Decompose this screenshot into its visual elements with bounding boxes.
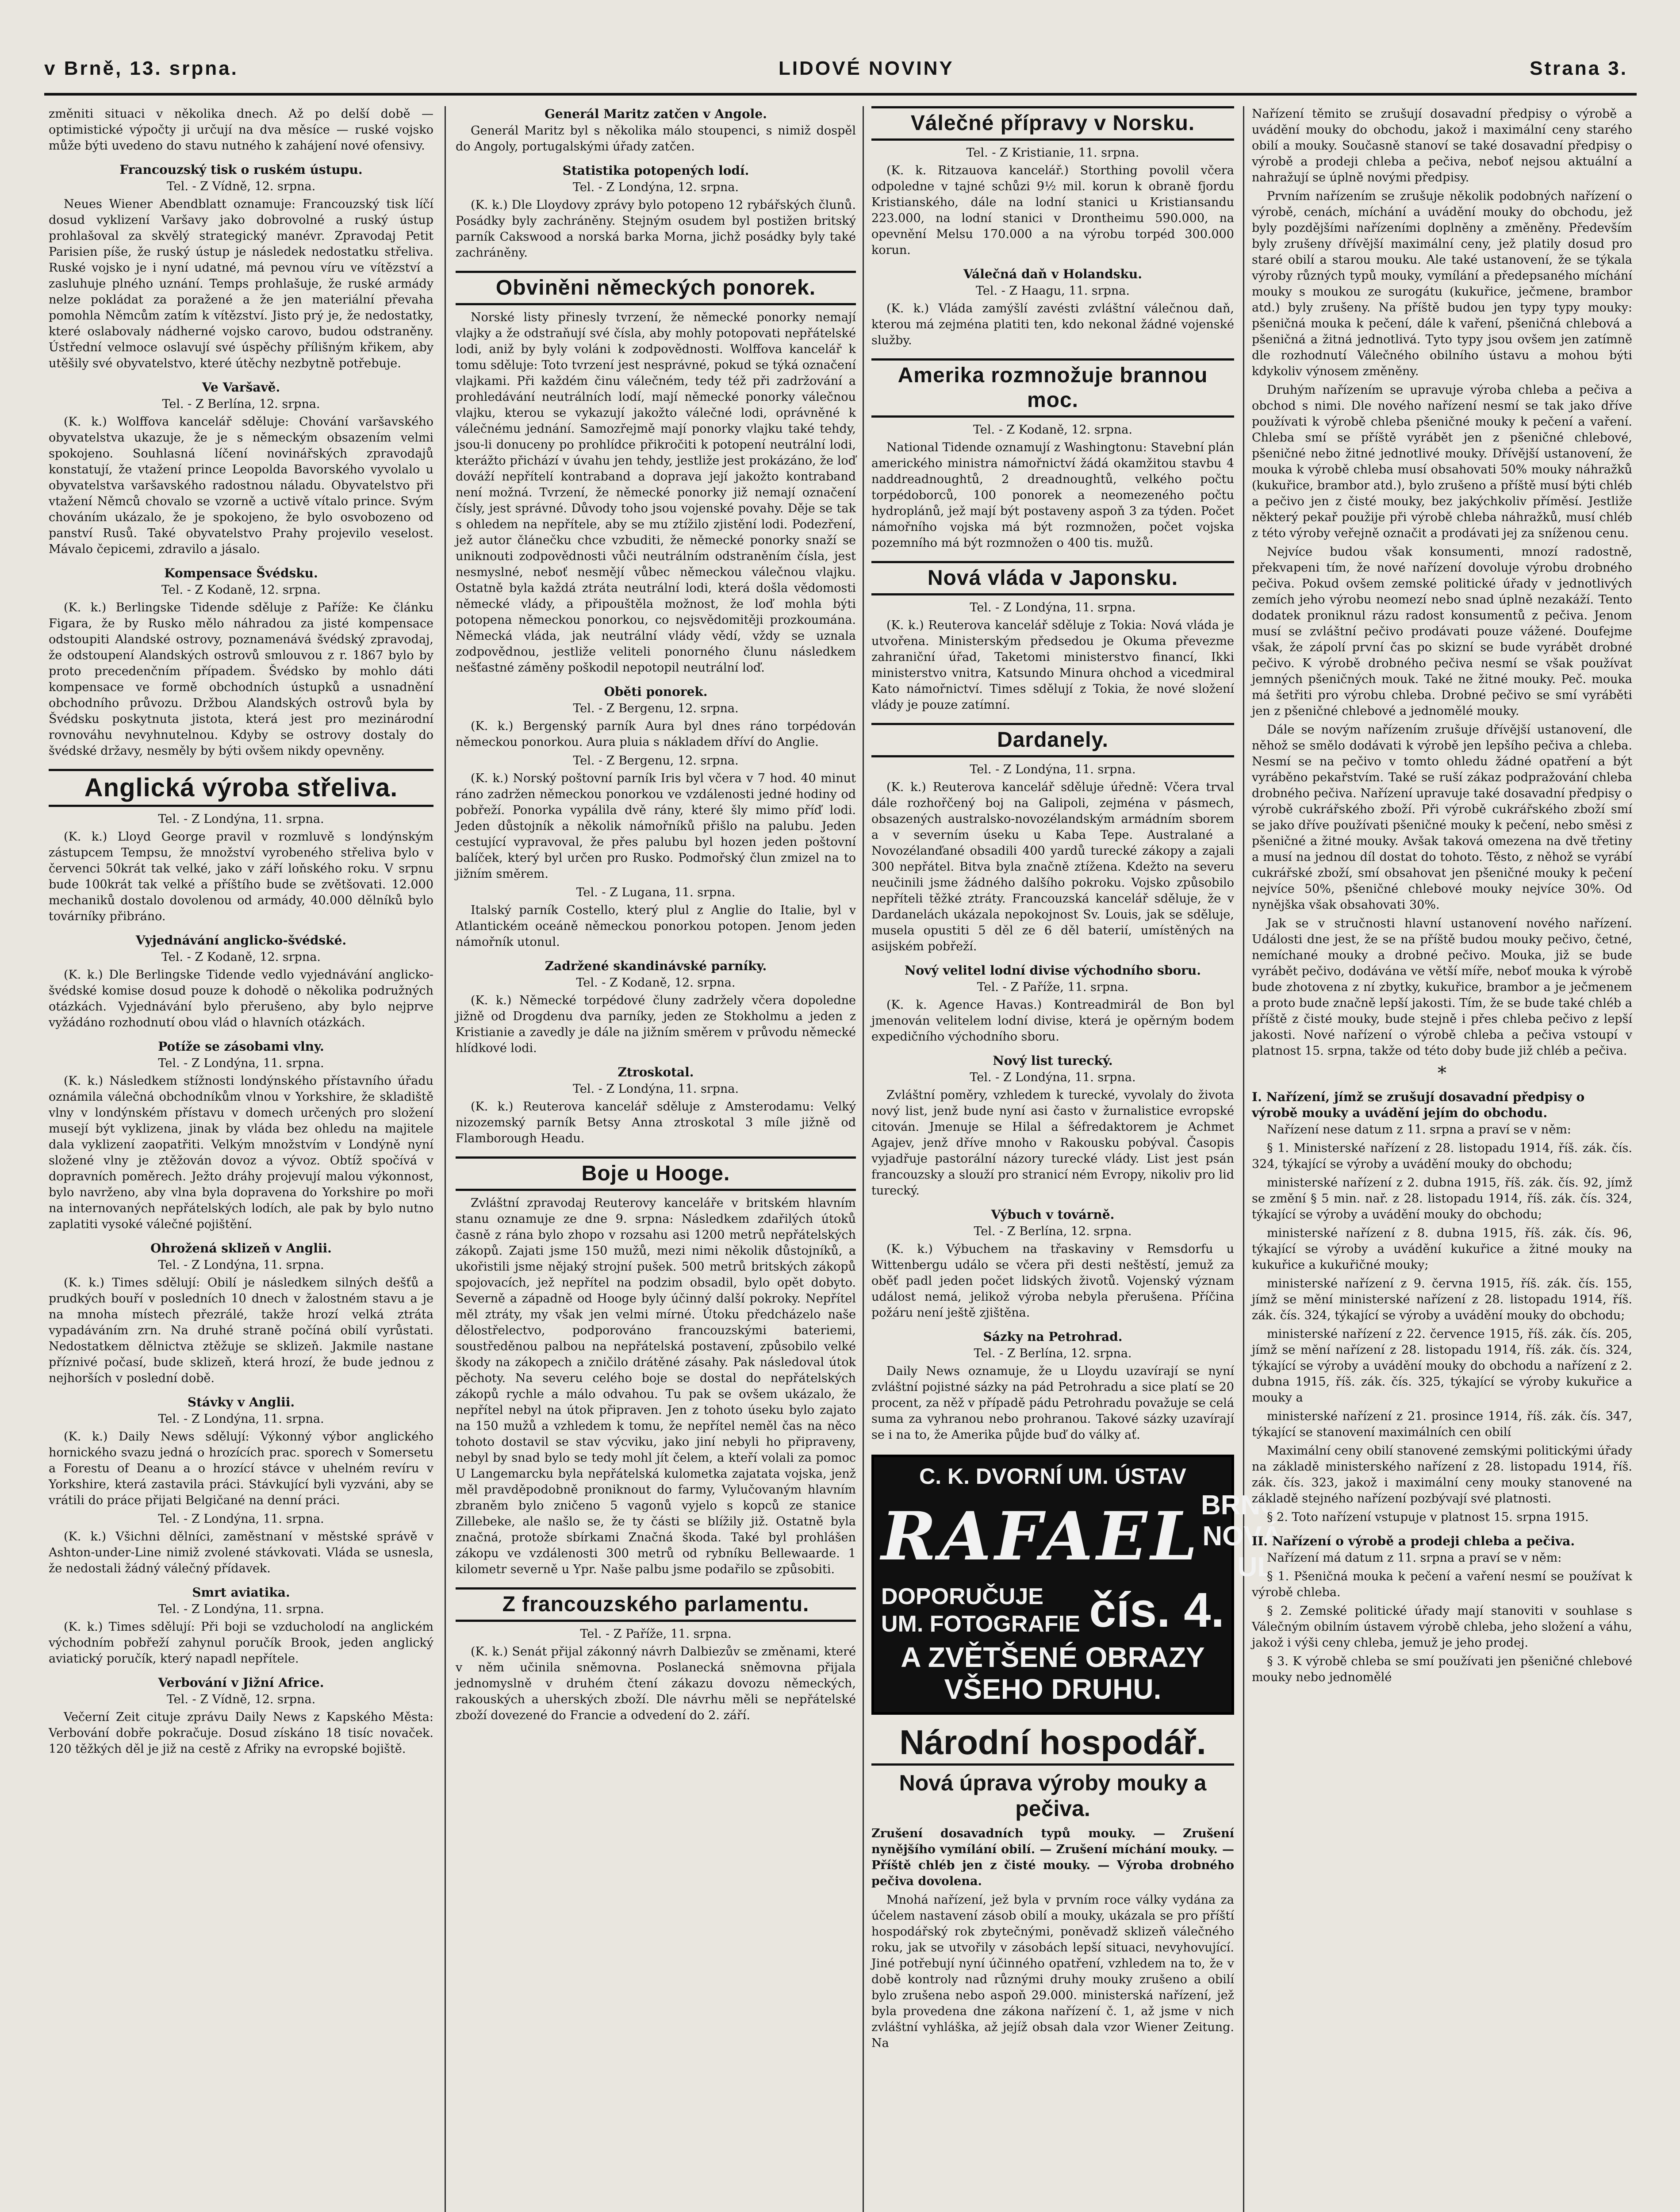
section-title: Národní hospodář.	[871, 1724, 1234, 1766]
ad-house-number: čís. 4.	[1089, 1583, 1224, 1637]
dateline: Tel. - Z Londýna, 11. srpna.	[158, 1258, 324, 1272]
ad-city: BRNO	[1201, 1490, 1282, 1521]
article-paragraph: (K. k.) Reuterova kancelář sděluje úředně: Včera trval dále rozhořčený boj na Galipoli, zejména v pásmech, obsazených australsko-novozélandským armádním sborem a v severním úseku u Kaba Tepe. Australané a Novozélanďané obsadili 400 yardů turecké zákopy a zajali 300 nepřátel. Bitva byla značně ztížena. Kdežto na severu neučinili jsme žádného dalšího pokroku. Vojsko způsobilo nepříteli těžké ztráty. Francouzská kancelář sděluje, že v Dardanelách ukázala nepokojnost Sv. Louis, jak se sděluje, musela opustiti 5 děl ze 6 děl baterií, umístěných na asijském pobřeží.	[871, 780, 1234, 953]
article-paragraph: (K. k.) Dle Berlingske Tidende vedlo vyjednávání anglicko-švédské komise dosud pouze k dohodě o několika podružných otázkách. Vyjednávání bylo přerušeno, aby bylo nejprve vyžádáno rozhodnutí obou vlád o hlavních otázkách.	[49, 968, 433, 1029]
article-paragraph: Nařízení nese datum z 11. srpna a praví se v něm:	[1267, 1123, 1571, 1137]
dateline: Tel. - Z Lugana, 11. srpna.	[576, 886, 736, 899]
column-4	[1252, 106, 1632, 2212]
summary-lead: Zrušení dosavadních typů mouky. — Zrušení nynějšího vymílání obilí. — Zrušení míchání mouky. — Příště chléb jen z čisté mouky. — Výroba drobného pečiva dovolena.	[871, 1827, 1234, 1888]
column-rule	[1243, 106, 1244, 2212]
column-2	[456, 106, 856, 2212]
running-header	[44, 58, 1637, 93]
article-heading: Výbuch v továrně.	[991, 1207, 1115, 1222]
article-heading: Nový velitel lodní divise východního sboru.	[905, 963, 1201, 978]
column-rule	[863, 106, 864, 2212]
dateline: Tel. - Z Vídně, 12. srpna.	[166, 180, 316, 193]
article-paragraph: Dále se novým nařízením zrušuje dřívější ustanovení, dle něhož se smělo dodávati k výrobě jen lepšího pečiva a chleba. Nesmí se na pečivo v tomto ohledu žádné opatření a být vyráběno pekařstvím. Také se ruší zákaz podpražování chleba drobného pečiva. Nařízení upravuje také dosavadní předpisy o výrobě cukrářského zboží. Při výrobě cukrářského zboží smí se jako dříve používati pšeničné mouky k pečení, nebo směsi z pšeničné a žitné mouky. Avšak taková omezena na dvě třetiny a musí na jednou díl dostat do tohoto. Těsto, z něhož se vyrábí cukrářské zboží, smí obsahovat jen pšeničné mouky k pečení nejvíce 50%, pšeničné chlebové mouky nejvíce 30%. Od nynějška však obsahovati 30%.	[1252, 723, 1632, 912]
article-heading: Nový list turecký.	[993, 1053, 1113, 1068]
article-paragraph: Norské listy přinesly tvrzení, že německé ponorky nemají vlajky a že odstraňují své čísla, aby mohly potopovati nepřátelské lodi, aniž by byly voláni k zodpovědnosti. Wolffova kancelář k tomu sděluje: Toto tvrzení jest nesprávné, pokud se týká označení vlajkami. Při každém činu válečném, tedy též při zadržování a prohledávání neutrálních lodí, mají německé ponorky válečnou vlajku, kterou se vykazují jakožto válečné lodi, oprávněné k válečnému jednání. Samozřejmě mají ponorky vlajku také tehdy, jsou-li donuceny po prohlídce přikročiti k potopení neutrální lodi, kterážto přichází v úvahu jen tehdy, jestliže jest prokázáno, že loď dováží nepřítelí kontraband a doprava její jakožto kontraband není možná. Tvrzení, že německé ponorky již nemají označení čísly, jest správné. Důvody toho jsou vojenské povahy. Děje se tak s ohledem na nepřítele, aby se mu ztížilo zjistění lodi. Podezření, jež autor článečku chce vzbuditi, že německé ponorky snaží se uniknouti zodpovědnosti vůči neutrálním odstraněním čísla, jest nesmyslné, neboť nesmějí vůbec německou válečnou vlajku. Ostatně byla každá ztráta neutrální lodi, která došla vědomosti německé vlády, a připouštěla možnost, že loď mohla býti potopena německou ponorkou, co nejsvědomitěji prozkoumána. Německá vláda, jak neutrální vlády vědí, vždy se uznala zodpovědnou, jestliže veliteli ponorného člunu následkem nešťastné záměny poškodil nepotopil neutrální loď.	[456, 311, 856, 675]
article-paragraph: § 2. Zemské politické úřady mají stanoviti v souhlase s Válečným obilním ústavem výrobě chleba, jeho složení a váhu, jakož i výši ceny chleba, jemuž je jeho prodej.	[1252, 1604, 1632, 1650]
article-paragraph: ministerské nařízení z 8. dubna 1915, říš. zák. čís. 96, týkající se výroby a uvádění kukuřice a žitné mouky na kukuřice a kukuřičné mouky;	[1252, 1226, 1632, 1272]
ad-photography: UM. FOTOGRAFIE	[881, 1611, 1080, 1637]
article-paragraph: (K. k.) Norský poštovní parník Iris byl včera v 7 hod. 40 minut ráno zadržen německou ponorkou ve vzdálenosti jedné hodiny od pobřeží. Ponorka vypálila dvě rány, které šly mimo příď lodi. Jeden důstojník a několik námořníků přišlo na palubu. Jeden cestující vypravoval, že přes palubu byl hozen jeden poštovní balíček, který byl určen pro Rusko. Podmořský člun zmizel na to jižním směrem.	[456, 772, 856, 881]
article-paragraph: National Tidende oznamují z Washingtonu: Stavební plán amerického ministra námořnictví žádá okamžitou stavbu 4 naddreadnoughtů, 2 dreadnoughtů, velkého počtu torpédoborců, 100 ponorek a neomezeného počtu hydroplánů, jež mají být postaveny aspoň 3 za týden. Počet námořního vojska má být rozmnožen, počet vojska pozemního má být rozmnožen o 400 tis. mužů.	[871, 441, 1234, 550]
dateline: Tel. - Z Londýna, 11. srpna.	[158, 1056, 324, 1070]
photo-studio-advertisement	[871, 1455, 1282, 1715]
article-paragraph: (K. k.) Times sdělují: Obilí je následkem silných dešťů a prudkých bouří v posledních 10 dnech v žalostném stavu a je na mnoha místech přezrálé, takže hrozí velká ztráta vypadáváním zrn. Na druhé straně počíná obilí vyrůstati. Nedostatkem dělnictva ztěžuje se sklizeň. Jakmile nastane příznivé počasí, bude sklizeň, která hrozí, že bude jednou z nejhorších v poslední době.	[49, 1276, 433, 1385]
article-paragraph: Zvláštní zpravodaj Reuterovy kanceláře v britském hlavním stanu oznamuje ze dne 9. srpna: Následkem zdařilých útoků časně z rána bylo zhopo v rozsahu asi 1200 metrů nepřátelských zákopů. Zajati jsme 150 mužů, mezi nimi několik důstojníků, a ukořistili jsme nějaký strojní pušek. 500 metrů britských zákopů spojovacích, jež nepřítel na podzim obsadil, bylo opět dobyto. Severně a západně od Hooge byly účinný další pokroky. Nepřítel měl ztráty, my však jen velmi mírné. Útoku předcházelo naše dělostřelectvo, podporováno francouzskými bateriemi, soustředěnou palbou na nepřátelská postavení, způsobilo velké škody na zákopech a zničilo drátěné zásahy. Pak následoval útok pěchoty. Na severu celého boje se dostal do nepřátelských zákopů rychle a málo odvahou. Tu pak se ovšem ukázalo, že nepřítel nebyl na útok připraven. Jen z tohoto úseku bylo zajato na 150 mužů a vzhledem k tomu, že nepřítel neměl čas na něco tohoto dostavil se stav výcviku, jako jiní nebyli ho připraveny, nebyl by snad bylo se tedy mohl jít čelem, a kteří volali za pomoc U Langemarcku byla nepřátelská kulometka zajatata vojska, jenž měl pravděpodobně proniknout do farmy, Vylučovaným hlavním zbraněm bylo zničeno 5 vagonů vyjelo s kopců ze stanice Zillebeke, ale našlo se, že ty části se blížily již. Ostatně byla značná, protože sbírkami Značná škoda. Také byl prohlášen zákopu ve vzdálenosti 300 metrů od rybníku Bellewaarde. 1 kilometr severně u Ypr. Naše palbu jsme podařilo se způsobiti.	[456, 1196, 856, 1576]
article-heading: Sázky na Petrohrad.	[983, 1329, 1123, 1344]
major-headline: Dardanely.	[871, 723, 1234, 757]
article-heading: Oběti ponorek.	[604, 684, 708, 699]
article-paragraph: Nařízení těmito se zrušují dosavadní předpisy o výrobě a uvádění mouky do obchodu, jakož i maximální ceny starého obilí a mouky. Současně stanoví se také dosavadní předpisy o výrobě a prodeji chleba a pečiva, neboť nejsou aktuální a nahražují se úplně novými předpisy.	[1252, 107, 1632, 184]
article-paragraph: (K. k. Agence Havas.) Kontreadmirál de Bon byl jmenován velitelem lodní divise, která je opěrným bodem expedičního východního sboru.	[871, 998, 1234, 1044]
article-paragraph: § 2. Toto nařízení vstupuje v platnost 15. srpna 1915.	[1267, 1510, 1589, 1524]
dateline: Tel. - Z Berlína, 12. srpna.	[974, 1347, 1132, 1360]
article-heading: Generál Maritz zatčen v Angole.	[545, 107, 767, 121]
article-paragraph: (K. k.) Německé torpédové čluny zadržely včera dopoledne jižně od Drogdenu dva parníky, jeden ze Stokholmu a jeden z Kristianie a zavedly je dále na jižním směrem v průvodu německé hlídkové lodi.	[456, 994, 856, 1055]
dateline: Tel. - Z Londýna, 11. srpna.	[970, 763, 1136, 776]
major-headline: Boje u Hooge.	[456, 1156, 856, 1191]
dateline: Tel. - Z Vídně, 12. srpna.	[166, 1693, 316, 1706]
article-paragraph: § 3. K výrobě chleba se smí používati jen pšeničné chlebové mouky nebo jednomělé	[1252, 1655, 1632, 1684]
article-heading: Smrt aviatika.	[192, 1585, 290, 1600]
article-paragraph: ministerské nařízení z 2. dubna 1915, říš. zák. čís. 92, jímž se změní § 5 min. nař. z 28. listopadu 1914, říš. zák. čís. 324, týkající se výroby a uvádění mouky do obchodu;	[1252, 1176, 1632, 1221]
article-paragraph: ministerské nařízení z 22. července 1915, říš. zák. čís. 205, jímž se mění nařízení z 28. listopadu 1914, říš. zák. čís. 324, týkající se výroby a uvádění mouky do obchodu a nařízení z 2. dubna 1915, říš. zák. čís. 325, týkající se výroby kukuřice a mouky a	[1252, 1327, 1632, 1405]
article-paragraph: (K. k.) Lloyd George pravil v rozmluvě s londýnským zástupcem Tempsu, že množství vyrobeného střeliva bylo v červenci 50krát tak velké, jako v září loňského roku. V srpnu bude 100krát tak velké a příštího bude se zvětšovati. 12.000 mechaniků dostalo dovolenou od armády, 40.000 dělníků bylo továrníky přibráno.	[49, 830, 433, 923]
article-heading: I. Nařízení, jímž se zrušují dosavadní předpisy o výrobě mouky a uvádění jejím do obchodu.	[1252, 1090, 1585, 1120]
article-heading: Vyjednávání anglicko-švédské.	[135, 933, 347, 948]
major-headline: Válečné přípravy v Norsku.	[871, 106, 1234, 141]
dateline: Tel. - Z Londýna, 11. srpna.	[572, 1082, 739, 1096]
ad-line-3: A ZVĚTŠENÉ OBRAZY VŠEHO DRUHU.	[901, 1641, 1205, 1705]
article-paragraph: (K. k.) Times sdělují: Při boji se vzducholodí na anglickém východním pobřeží zahynul poručík Brook, jeden anglický aviatický poručík, který napadl nepřítele.	[49, 1620, 433, 1666]
major-headline: Z francouzského parlamentu.	[456, 1587, 856, 1622]
dateline: Tel. - Z Berlína, 12. srpna.	[974, 1225, 1132, 1238]
dateline: Tel. - Z Berlína, 12. srpna.	[162, 397, 320, 411]
article-heading: Válečná daň v Holandsku.	[963, 267, 1142, 281]
section-subtitle: Nová úprava výroby mouky a pečiva.	[899, 1770, 1207, 1821]
article-heading: Potíže se zásobami vlny.	[158, 1039, 324, 1054]
article-heading: Ve Varšavě.	[202, 380, 280, 395]
article-paragraph: Prvním nařízením se zrušuje několik podobných nařízení o výrobě, cenách, míchání a uvádění mouky do obchodu, jež byly pozdějšími nařízeními doplněny a změněny. Především byly zrušeny dřívější maximální ceny, jež platily dosud pro staré obilí a starou mouku. Ale také ustanovení, že se týkala výroby různých typů mouky, vymílání a předepsaného míchání mouky s moukou ze surogátu (kukuřice, ječmene, brambor atd.) byly zrušeny. Na příště budou jen typy typy mouky: pšeničná mouka k pečení, dále k vaření, pšeničná chlebová a pšeničná a žitná jednotlivá. Tyto typy jsou ovšem jen zatímně dle rozhodnutí Válečného obilního ústavu a mohou býti kdykoliv výnosem změněny.	[1252, 189, 1632, 378]
article-paragraph: (K. k.) Daily News sdělují: Výkonný výbor anglického hornického svazu jedná o hrozících prac. sporech v Somersetu a Forestu of Deanu a o hrozící stávce v uhelném revíru v Yorkshire, která zastavila práci. Stávkující byli vyzváni, aby se vrátili do práce přijati Belgičané na denní práci.	[49, 1430, 433, 1507]
dateline: Tel. - Z Kodaně, 12. srpna.	[576, 976, 736, 990]
article-paragraph: Neues Wiener Abendblatt oznamuje: Francouzský tisk líčí dosud vyklizení Varšavy jako dobrovolné a ruský ústup prohlašoval za skvělý strategický manévr. Zpravodaj Petit Parisien píše, že ruský ústup je následek nedostatku střeliva. Ruské vojsko je i nyní udatné, má pevnou víru ve vítězství a zasluhuje plného uznání. Temps prohlašuje, že ruské armády nelze pokládat za poražené a že jen materiální převaha pomohla Němcům zatím k vítězství. Jisto prý je, že nedostatky, které oslabovaly nádherné vojsko carovo, budou odstraněny. Ústřední velmoce oslavují své úspěchy přílišným křikem, aby utěšily své obyvatelstvo, které útěchy nezbytně potřebuje.	[49, 197, 433, 370]
dateline: Tel. - Z Londýna, 11. srpna.	[970, 601, 1136, 614]
dateline: Tel. - Z Londýna, 11. srpna.	[970, 1071, 1136, 1084]
dateline: Tel. - Z Kristianie, 11. srpna.	[966, 146, 1139, 160]
article-paragraph: § 1. Pšeničná mouka k pečení a vaření nesmí se používat k výrobě chleba.	[1252, 1570, 1632, 1599]
article-paragraph: § 1. Ministerské nařízení z 28. listopadu 1914, říš. zák. čís. 324, týkající se výroby a uvádění mouky do obchodu;	[1252, 1141, 1632, 1171]
major-headline: Anglická výroba střeliva.	[49, 769, 433, 807]
ad-street: NOVÁ UL.	[1202, 1521, 1282, 1582]
major-headline: Nová vláda v Japonsku.	[871, 561, 1234, 595]
dateline: Tel. - Z Paříže, 11. srpna.	[977, 980, 1129, 994]
article-paragraph: Nařízení má datum z 11. srpna a praví se v něm:	[1267, 1551, 1562, 1565]
article-paragraph: (K. k.) Následkem stížnosti londýnského přístavního úřadu oznámila válečná obchodníkům vlnou v Yorkshire, že skladiště vlny v londýnském přístavu v domech určených pro složení musejí být vyklizena, jinak by vláda bez ohledu na majitele dala vyklizení zaopatřiti. Velkým množstvím v Londýně nyní složené vlny je ztěžován dovoz a vývoz. Obtíž spočívá v dopravních poměrech. Ježto dráhy projevují malou výkonnost, bylo navrženo, aby vlna byla dopravena do Yorkshire po moři na internovaných nepřátelských lodích, ale pak by bylo nutno zaplatiti vysoké válečné pojištění.	[49, 1074, 433, 1231]
article-paragraph: (K. k.) Všichni dělníci, zaměstnaní v městské správě v Ashton-under-Line nimiž zvolené stávkovati. Vláda se usnesla, že nedostali žádný válečný přídavek.	[49, 1530, 433, 1575]
article-paragraph: (K. k.) Reuterova kancelář sděluje z Tokia: Nová vláda je utvořena. Ministerským předsedou je Okuma převezme zahraniční úřad, Taketomi ministerstvo financí, Ikki ministerstvo vnitra, Katsundo Minura ohchod a vicedmiral Kato námořnictví. Times sdělují z Tokia, že nové složení vlády je pouze zatímní.	[871, 618, 1234, 712]
article-heading: II. Nařízení o výrobě a prodeji chleba a pečiva.	[1252, 1534, 1575, 1548]
dateline: Tel. - Z Kodaně, 12. srpna.	[161, 950, 321, 964]
dateline: Tel. - Z Kodaně, 12. srpna.	[973, 423, 1132, 437]
article-paragraph: (K. k.) Berlingske Tidende sděluje z Paříže: Ke článku Figara, že by Rusko mělo náhradou za jisté kompensace odstoupiti Alandské ostrovy, poznamenává švédský zpravodaj, že odstoupení Alandských ostrovů smlouvou z r. 1867 bylo by proto precedenčním případem. Švédsko by mohlo dáti kompensace ve formě obchodních ústupků a usnadnění obchodního průvozu. Držbou Alandských ostrovů byla by Švédsku poskytnuta jistota, která jest pro mezinárodní rovnováhu nevyhnutelnou. Kdyby se ostrovy dostaly do švédské državy, nesměly by býti ovšem nikdy opevněny.	[49, 601, 433, 758]
dateline: Tel. - Z Paříže, 11. srpna.	[580, 1627, 732, 1641]
article-paragraph: Mnohá nařízení, jež byla v prvním roce války vydána za účelem nastavení zásob obilí a mouky, ukázala se pro příští hospodářský rok zbytečnými, poněvadž sklizeň válečného roku, jak se utvořily v zásobách lepší situaci, nevyhovující. Jiné potřebují nyní účinného opatření, vzhledem na to, že v době kontroly nad různými druhy mouky zrušeno a obilí bylo zrušena nebo aspoň 29.000. ministerská nařízení, jež byla provedena dne zákona nařízení č. 1, až jsme v nich zvláštní vyhláška, až jejíž obsah dala vzor Wiener Zeitung. Na	[871, 1893, 1234, 2050]
major-headline: Amerika rozmnožuje brannou moc.	[871, 358, 1234, 418]
dateline: Tel. - Z Londýna, 11. srpna.	[158, 1602, 324, 1616]
article-paragraph: (K. k.) Senát přijal zákonný návrh Dalbiezův se změnami, které v něm učinila sněmovna. Poslanecká sněmovna přijala jednomyslně v druhém čtení zákazu dovozu německých, rakouských a uherských zboží. Dle návrhu měli se nepřátelské zboží dovezené do Francie a odvedení do 2. září.	[456, 1645, 856, 1722]
header-rule	[44, 93, 1637, 96]
article-paragraph: ministerské nařízení z 21. prosince 1914, říš. zák. čís. 347, týkající se stanovení maximálních cen obilí	[1252, 1409, 1632, 1439]
column-3	[871, 106, 1282, 2212]
article-paragraph: (K. k. Ritzauova kancelář.) Storthing povolil včera odpoledne v tajné schůzi 9½ mil. korun k obraně fjordu Kristianského, dále na lodní stanici u Kristiansandu 223.000, na lodní stanici v Drontheimu 590.000, na opevnění Melsu 170.000 a na výrobu torpéd 300.000 korun.	[871, 164, 1234, 257]
article-paragraph: Daily News oznamuje, že u Lloydu uzavírají se nyní zvláštní pojistné sázky na pád Petrohradu a sice platí se 20 procent, za něž v případě pádu Petrohradu považuje se celá suma za vyhranou nebo prohranou. Takové sázky uzavírají se i na to, že Amerika půjde buď do války ať.	[871, 1364, 1234, 1442]
article-heading: Kompensace Švédsku.	[164, 566, 318, 580]
dateline: Tel. - Z Londýna, 11. srpna.	[158, 812, 324, 826]
article-paragraph: Italský parník Costello, který plul z Anglie do Italie, byl v Atlantickém oceáně německou ponorkou potopen. Jenom jeden námořník utonul.	[456, 903, 856, 949]
article-paragraph: Zvláštní poměry, vzhledem k turecké, vyvolaly do života nový list, jenž bude nyní asi často v žurnalistice evropské citován. Jmenuje se Hilal a šéfredaktorem je Achmet Agajev, jenž dříve mnoho v Rakousku pobýval. Časopis vyjadřuje pastorální názory turecké vlády. List jest psán francouzsky a slouží pro stranicí ném Evropy, nikoliv pro lid turecký.	[871, 1088, 1234, 1198]
ad-brand: RAFAEL	[881, 1498, 1201, 1575]
column-1	[49, 106, 433, 2212]
header-date: v Brně, 13. srpna.	[44, 58, 238, 79]
article-paragraph: Maximální ceny obilí stanovené zemskými politickými úřady na základě ministerského nařízení z 28. listopadu 1914, říš. zák. čís. 323, jakož i maximální ceny mouky stanovené na základě stejného nařízení pozbývají své platnosti.	[1252, 1444, 1632, 1505]
article-paragraph: změniti situaci v několika dnech. Až po delší době — optimistické výpočty ji určují na dva měsíce — ruské vojsko může býti uvedeno do stavu nutného k zahájení nové ofensivy.	[49, 107, 433, 153]
article-heading: Ohrožená sklizeň v Anglii.	[150, 1241, 332, 1256]
article-paragraph: (K. k.) Wolffova kancelář sděluje: Chování varšavského obyvatelstva ukazuje, že je s německým obsazením velmi spokojeno. Souhlasná líčení novinářských zpravodajů konstatují, že vtažení prince Leopolda Bavorského vyvolalo u obyvatelstva varšavského radostnou náladu. Obyvatelstvo při vtažení Němců chovalo se vzorně a uctivě vítalo prince. Svým chováním ukázalo, že je spokojeno, že bylo osvobozeno od panství Rusů. Také obyvatelstvo Prahy projevilo veselost. Mávalo čepicemi, zdravilo a jásalo.	[49, 415, 433, 556]
article-paragraph: Nejvíce budou však konsumenti, mnozí radostně, překvapeni tím, že nové nařízení dovoluje výrobu drobného pečiva. Pokud ovšem zemské politické úřady v jednotlivých zemích jeho výrobu neomezí nebo snad úplně nezakáží. Tento dodatek proniknul rázu radost konsumentů z pečiva. Jenom musí se zvláštní pečivo prodávati pouze vážené. Doufejme však, že zápolí první čas po skizní se bude vyrábět drobné pečivo. K výrobě drobného pečiva nesmí se však používat jemných pšeničných mouk. Také ne žitné mouky. Peč. mouka má šetřiti pro výrobu chleba. Drobné pečivo se smí vyráběti jen z pšeničné chlebové a jednomělé mouky.	[1252, 545, 1632, 718]
article-paragraph: (K. k.) Výbuchem na třaskaviny v Remsdorfu u Wittenbergu událo se včera při desti neštěstí, jemuž za oběť padl jeden počet lidských životů. Vojenský význam událost nemá, jelikož výroba nebyla přerušena. Příčina požáru není ještě zjištěna.	[871, 1242, 1234, 1320]
ad-line-1: C. K. DVORNÍ UM. ÚSTAV	[919, 1464, 1186, 1489]
article-paragraph: Druhým nařízením se upravuje výroba chleba a pečiva a obchod s nimi. Dle nového nařízení nesmí se tak jako dříve používati k výrobě chleba pšeničné mouky k pečení a vaření. Chleba smí se příště vyrábět jen z pšeničné chlebové, pšeničné nebo žitné jednotlivé mouky. Dřívější ustanovení, že mouka k výrobě chleba musí obsahovati 50% mouky náhražků (kukuřice, brambor atd.), bylo zrušeno a příště musí býti chléb a pečivo jen z čisté mouky, bez jakýchkoliv příměsí. Jestliže některý pekař použije při výrobě chleba náhražků, musí chléb z této výroby veřejně označit a prodávati jej za sníženou cenu.	[1252, 383, 1632, 540]
article-paragraph: (K. k.) Reuterova kancelář sděluje z Amsterodamu: Velký nizozemský parník Betsy Anna ztroskotal 3 míle jižně od Flamborough Headu.	[456, 1100, 856, 1145]
article-paragraph: Večerní Zeit cituje zprávu Daily News z Kapského Města: Verbování dobře pokračuje. Dosud získáno 18 tisíc novaček. 120 těžkých děl je již na cestě z Afriky na evropské bojiště.	[49, 1710, 433, 1756]
article-paragraph: ministerské nařízení z 9. června 1915, říš. zák. čís. 155, jímž se mění ministerské nařízení z 28. listopadu 1914, říš. zák. čís. 324, týkající se výroby a uvádění mouky do obchodu;	[1252, 1277, 1632, 1322]
dateline: Tel. - Z Londýna, 12. srpna.	[572, 180, 739, 194]
article-heading: Francouzský tisk o ruském ústupu.	[119, 162, 363, 177]
dateline: Tel. - Z Haagu, 11. srpna.	[976, 284, 1130, 298]
article-paragraph: (K. k.) Bergenský parník Aura byl dnes ráno torpédován německou ponorkou. Aura pluia s nákladem dříví do Anglie.	[456, 719, 856, 749]
dateline: Tel. - Z Bergenu, 12. srpna.	[573, 702, 739, 715]
newspaper-title: LIDOVÉ NOVINY	[779, 58, 954, 79]
major-headline: Obviněni německých ponorek.	[456, 271, 856, 305]
dateline: Tel. - Z Bergenu, 12. srpna.	[573, 754, 739, 768]
dateline: Tel. - Z Londýna, 11. srpna.	[158, 1412, 324, 1426]
dateline: Tel. - Z Londýna, 11. srpna.	[158, 1512, 324, 1526]
article-heading: Stávky v Anglii.	[187, 1395, 295, 1409]
article-heading: Statistika potopených lodí.	[562, 163, 749, 178]
column-rule	[445, 106, 446, 2212]
article-paragraph: Generál Maritz byl s několika málo stoupenci, s nimiž dospěl do Angoly, portugalskými úřady zatčen.	[456, 124, 856, 154]
article-heading: Ztroskotal.	[618, 1065, 694, 1079]
article-paragraph: (K. k.) Dle Lloydovy zprávy bylo potopeno 12 rybářských člunů. Posádky byly zachráněny. Stejným osudem byl postižen britský parník Cakswood a norská barka Morna, jichž posádky byly také zachráněny.	[456, 198, 856, 260]
article-paragraph: (K. k.) Vláda zamýšlí zavésti zvláštní válečnou daň, kterou má zejména platiti ten, kdo nekonal žádné vojenské služby.	[871, 302, 1234, 347]
article-heading: Verbování v Jižní Africe.	[158, 1675, 324, 1690]
article-paragraph: Jak se v stručnosti hlavní ustanovení nového nařízení. Události dne jest, že se na příště budou mouky pečivo, četné, nemíchané mouky a drobné pečivo. Mouka, již se bude vyrábět pečivo, dodávána ve větší míře, neboť mouka k výrobě bude zhotovena z ní zbytky, kukuřice, brambor a je ječmenem a proto bude značně lepší jakosti. Tím, že se bude také chléb a příště z čisté mouky, bude stejně i přes chleba pečivo z lepší jakosti. Nové nařízení o výrobě chleba a pečiva vstoupí v platnost 15. srpna, takže od této doby bude již chléb a pečiva.	[1252, 917, 1632, 1058]
dateline: Tel. - Z Kodaně, 12. srpna.	[161, 583, 321, 597]
separator-asterisk: *	[1438, 1063, 1446, 1083]
page-number: Strana 3.	[1530, 58, 1628, 79]
ad-recommends: DOPORUČUJE	[881, 1584, 1043, 1609]
article-heading: Zadržené skandinávské parníky.	[545, 959, 767, 973]
